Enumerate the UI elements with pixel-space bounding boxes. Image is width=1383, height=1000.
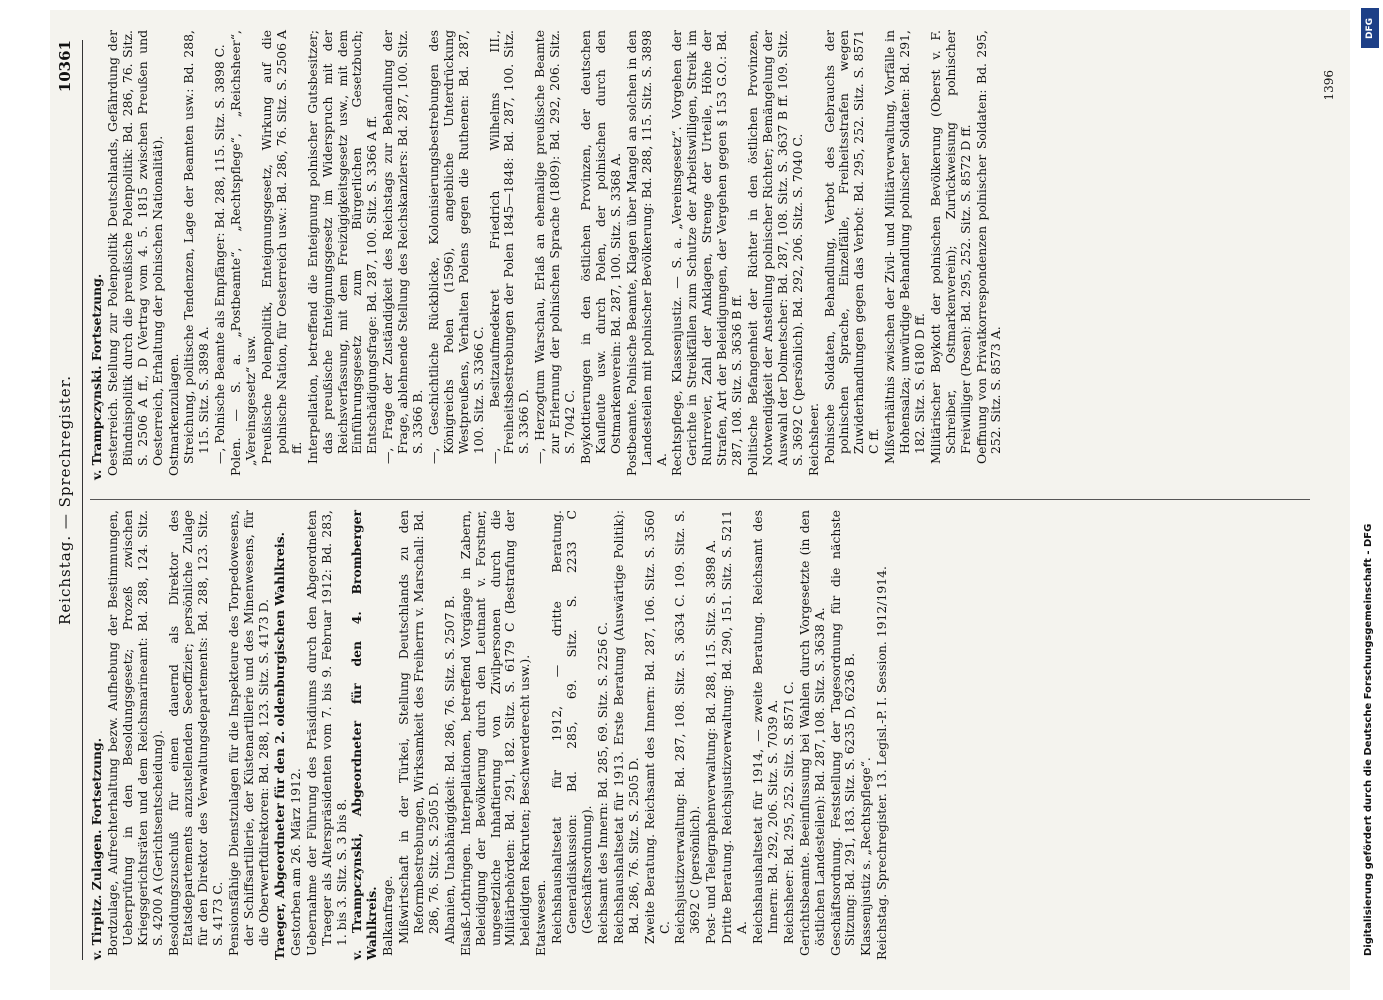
register-entry: Ostmarkenzulagen.	[165, 353, 181, 476]
register-entry: Gerichtsbeamte. Beeinflussung bei Wahlen durch Vorgesetzte (in den östlichen Landesteilen): Bd. 287, 108. Sitz. S. 3638 A.	[796, 510, 827, 956]
register-entry: —, Herzogtum Warschau, Erlaß an ehemalige preußische Beamte zur Erlernung der polnischen Sprache (1809): Bd. 292, 206. Sitz. S. 7042 C.	[532, 30, 578, 464]
register-entry: Rechtspflege, Klassenjustiz. — S. a. „Vereinsgesetz“. Vorgehen der Gerichte in Streikfällen zum Schutze der Arbeitswilligen, Streik im Ruhrrevier, Zahl der Anklagen, Strenge der Urteile, Höhe der Strafen, Art der Beleidigungen, der Vergehen gegen § 153 G.O.: Bd. 287, 108. Sitz. S. 3636 B ff.	[669, 30, 745, 476]
right-column	[90, 30, 1005, 480]
register-entry: Boykottierungen in den östlichen Provinzen, der deutschen Kaufleute usw. durch Polen, der polnischen durch den Ostmarkenverein: Bd. 287, 100. Sitz. S. 3368 A.	[578, 30, 623, 464]
register-entry: —, Polnische Beamte als Empfänger: Bd. 288, 115. Sitz. S. 3898 C.	[212, 44, 228, 464]
scanned-page	[50, 10, 1350, 990]
register-entry: Reichstag. Sprechregister. 13. Legisl.-P. I. Session. 1912/1914.	[874, 566, 890, 960]
register-entry: Mißwirtschaft in der Türkei, Stellung Deutschlands zu den Reformbestrebungen, Wirksamkeit des Freiherrn v. Marschall: Bd. 286, 76. Sitz. S. 2505 D.	[396, 510, 441, 944]
footer-number: 1396	[1322, 70, 1336, 101]
register-entry: Albanien, Unabhängigkeit: Bd. 286, 76. Sitz. S. 2507 B.	[441, 595, 457, 944]
register-entry: Oeffnung von Privatkorrespondenzen polnischer Soldaten: Bd. 295, 252. Sitz. S. 8573 A.	[973, 30, 1004, 464]
register-entry: v. Trampczynski, Abgeordneter für den 4. Bromberger Wahlkreis.	[349, 510, 380, 960]
register-entry: Preußische Polenpolitik, Enteignungsgesetz, Wirkung auf die polnische Nation, für Oesterreich usw.: Bd. 286, 76. Sitz. S. 2506 A ff.	[258, 30, 304, 464]
page-content	[50, 10, 1350, 990]
register-entry: Gestorben am 26. März 1912.	[287, 768, 303, 956]
running-title: Reichstag. — Sprechregister.	[56, 375, 74, 625]
register-entry: v. Tirpitz. Zulagen. Fortsetzung.	[89, 737, 104, 960]
dfg-logo: DFG	[1361, 8, 1379, 48]
register-entry: Pensionsfähige Dienstzulagen für die Inspekteure des Torpedowesens, der Schiffsartillerie, der Küstenartillerie und des Minenwesens, für die Oberwerftdirektoren: Bd. 288, 123. Sitz. S. 4173 D.	[226, 510, 271, 956]
register-entry: —, Besitzaufmedekret Friedrich Wilhelms III., Freiheitsbestrebungen der Polen 1845—1848: Bd. 287, 100. Sitz. S. 3366 D.	[486, 30, 532, 464]
register-entry: Polnische Soldaten, Behandlung, Verbot des Gebrauchs der polnischen Sprache, Einzelfälle, Freiheitsstrafen wegen Zuwiderhandlungen gegen das Verbot: Bd. 295, 252. Sitz. S. 8571 C ff.	[821, 30, 882, 464]
column-divider	[90, 499, 1310, 500]
register-entry: Reichshaushaltsetat für 1912, — dritte Beratung. Generaldiskussion: Bd. 285, 69. Sitz. S. 2233 C (Geschäftsordnung).	[549, 510, 594, 944]
register-entry: Elsaß-Lothringen. Interpellationen, betreffend Vorgänge in Zabern, Beleidigung der Bevölkerung durch den Leutnant v. Forstner, ungesetzliche Inhaftierung von Zivilpersonen durch die Militärbehörden: Bd. 291, 182. Sitz. S. 6179 C (Bestrafung der beleidigten Rekruten; Beschwerderecht usw.).	[457, 510, 533, 956]
register-entry: Uebernahme der Führung des Präsidiums durch den Abgeordneten Traeger als Alterspräsidenten vom 7. bis 9. Februar 1912: Bd. 283, 1. bis 3. Sitz. S. 3 bis 8.	[303, 510, 349, 956]
page-number: 10361	[56, 40, 74, 93]
register-entry: Mißverhältnis zwischen der Zivil- und Militärverwaltung, Vorfälle in Hohensalza; unwürdige Behandlung polnischer Soldaten: Bd. 291, 182. Sitz. S. 6180 D ff.	[882, 30, 927, 464]
register-entry: Militärischer Boykott der polnischen Bevölkerung (Oberst v. F. Schreiber, Ostmarkenverein); Zurückweisung polnischer Freiwilliger (Posen): Bd. 295, 252. Sitz. S. 8572 D ff.	[927, 30, 973, 464]
dfg-sidebar	[1357, 0, 1383, 1000]
register-entry: Klassenjustiz s. „Rechtspflege“.	[858, 757, 874, 956]
register-entry: Polen. — S. a. „Postbeamte“, „Rechtspflege“, „Reichsheer“, „Vereinsgesetz“ usw.	[228, 30, 259, 476]
left-column	[90, 510, 891, 960]
register-entry: Reichsamt des Innern: Bd. 285, 69. Sitz. S. 2256 C.	[594, 621, 610, 944]
register-entry: Zweite Beratung. Reichsamt des Innern: Bd. 287, 106. Sitz. S. 3560 C.	[641, 510, 672, 944]
register-entry: Post- und Telegraphenverwaltung: Bd. 288, 115. Sitz. S. 3898 A.	[703, 539, 719, 944]
register-entry: Traeger, Abgeordneter für den 2. oldenburgischen Wahlkreis.	[271, 532, 287, 960]
register-entry: Reichsjustizverwaltung: Bd. 287, 108. Sitz. S. 3634 C. 109. Sitz. S. 3692 C (persönlich).	[672, 510, 703, 944]
dfg-funding-note: Digitalisierung gefördert durch die Deutsche Forschungsgemeinschaft - DFG	[1363, 523, 1374, 956]
page-header	[56, 40, 80, 960]
register-entry: Streichung, politische Tendenzen, Lage der Beamten usw.: Bd. 288, 115. Sitz. S. 3898 A.	[181, 30, 212, 464]
register-entry: —, Frage der Zuständigkeit des Reichstags zur Behandlung der Frage, ablehnende Stellung des Reichskanzlers: Bd. 287, 100. Sitz. S. 3366 B.	[380, 30, 426, 464]
register-entry: Reichshaushaltsetat für 1914, — zweite Beratung. Reichsamt des Innern: Bd. 292, 206. Sitz. S. 7039 A.	[749, 510, 780, 944]
register-entry: Geschäftsordnung. Feststellung der Tagesordnung für die nächste Sitzung: Bd. 291, 183. Sitz. S. 6235 D, 6236 B.	[827, 510, 858, 956]
header-rule	[82, 40, 83, 960]
register-entry: Reichshaushaltsetat für 1913. Erste Beratung (Auswärtige Politik): Bd. 286, 76. Sitz. S. 2505 D.	[610, 510, 641, 944]
register-entry: Balkanfrage.	[380, 875, 396, 956]
register-entry: Interpellation, betreffend die Enteignung polnischer Gutsbesitzer; das preußische Enteignungsgesetz im Widerspruch mit der Reichsverfassung, mit dem Freizügigkeitsgesetz usw., mit dem Einführungsgesetz zum Bürgerlichen Gesetzbuch; Entschädigungsfrage: Bd. 287, 100. Sitz. S. 3366 A ff.	[304, 30, 380, 464]
register-entry: Besoldungszuschuß für einen dauernd als Direktor des Etatsdepartements anzustellenden Seeoffizier; persönliche Zulage für den Direktor des Verwaltungsdepartements: Bd. 288, 123. Sitz. S. 4173 C.	[165, 510, 226, 956]
register-entry: Etatswesen.	[533, 879, 549, 956]
register-entry: Bordzulage, Aufrechterhaltung bezw. Aufhebung der Bestimmungen, Ueberprüfung in den Besoldungsgesetz; Prozeß zwischen Kriegsgerichtsräten und dem Reichsmarineamt: Bd. 288, 124. Sitz. S. 4200 A (Gerichtsentscheidung).	[104, 510, 165, 956]
register-entry: —, Geschichtliche Rückblicke, Kolonisierungsbestrebungen des Königreichs Polen (1596), angebliche Unterdrückung Westpreußens, Verhalten Polens gegen die Ruthenen: Bd. 287, 100. Sitz. S. 3366 C.	[425, 30, 486, 464]
register-entry: Postbeamte. Polnische Beamte, Klagen über Mangel an solchen in den Landesteilen mit polnischer Bevölkerung: Bd. 288, 115. Sitz. S. 3898 A.	[623, 30, 669, 476]
register-entry: Politische Befangenheit der Richter in den östlichen Provinzen, Notwendigkeit der Anstellung polnischer Richter; Bemängelung der Auswahl der Dolmetscher: Bd. 287, 108. Sitz. S. 3637 B ff. 109. Sitz. S. 3692 C (persönlich). Bd. 292, 206. Sitz. S. 7040 C.	[744, 30, 805, 476]
register-entry: Dritte Beratung. Reichsjustizverwaltung: Bd. 290, 151. Sitz. S. 5211 A.	[719, 510, 750, 944]
register-entry: v. Trampczynski. Fortsetzung.	[89, 273, 104, 480]
register-entry: Oesterreich. Stellung zur Polenpolitik Deutschlands, Gefährdung der Bündnispolitik durch die preußische Polenpolitik: Bd. 286, 76. Sitz. S. 2506 A ff., D (Vertrag vom 4. 5. 1815 zwischen Preußen und Oesterreich, Erhaltung der polnischen Nationalität).	[104, 30, 165, 476]
register-entry: Reichsheer.	[805, 402, 821, 476]
register-entry: Reichsheer: Bd. 295, 252. Sitz. S. 8571 C.	[780, 681, 796, 944]
